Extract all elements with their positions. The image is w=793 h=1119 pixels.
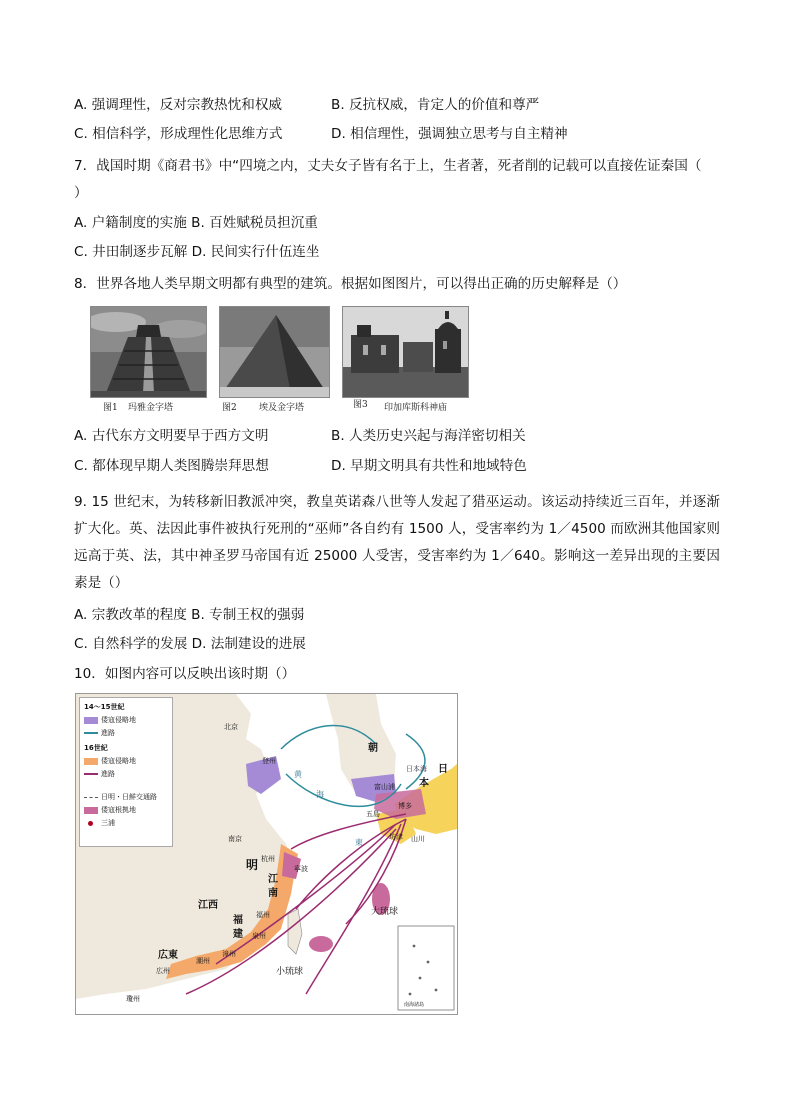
purple-arrow-icon (84, 773, 98, 775)
label-chaozhou: 潮州 (196, 957, 210, 965)
label-guangdong: 広東 (158, 950, 178, 961)
q8-stem: 8．世界各地人类早期文明都有典型的建筑。根据如图图片，可以得出正确的历史解释是（） (74, 276, 627, 292)
label-ben: 本 (419, 778, 429, 789)
label-dadaliuqiu: 大琉球 (371, 907, 399, 917)
q8-option-b: B. 人类历史兴起与海洋密切相关 (331, 428, 526, 444)
label-zhangzhou: 漳州 (222, 950, 236, 958)
map-legend (79, 697, 173, 847)
label-dong: 東 (355, 838, 363, 847)
q8-option-d: D. 早期文明具有共性和地域特色 (331, 458, 527, 474)
label-nan: 南 (268, 888, 278, 899)
legend-label: 倭寇根拠地 (101, 806, 136, 814)
legend-item-purple (84, 715, 136, 725)
inca-temple-photo (342, 306, 469, 398)
label-dengzhou: 登州 (262, 757, 276, 765)
q7-options-line2: C. 井田制逐步瓦解 D. 民间实行什伍连坐 (74, 244, 320, 260)
legend-item-teal-route (84, 728, 115, 738)
label-beijing: 北京 (224, 723, 238, 731)
legend-item-sanpo (84, 818, 115, 828)
legend-item-base (84, 805, 136, 815)
label-wudao: 五島 (366, 810, 380, 818)
fig3-caption: 印加库斯科神庙 (384, 403, 448, 413)
q7-options-line1: A. 户籍制度的实施 B. 百姓赋税员担沉重 (74, 215, 318, 231)
q9-stem: 9. 15 世纪末，为转移新旧教派冲突，教皇英诺森八世等人发起了猎巫运动。该运动持续近三百年，并逐渐扩大化。英、法因此事件被执行死刑的“巫师”各自约有 1500 人，受害率约为 1／4500 而欧洲其他国家则远高于英、法，其中神圣罗马帝国有近 25000 人受害，受害率约为 1／640。影响这一差异出现的主要因素是（） (74, 494, 720, 591)
legend-label: 倭寇侵略地 (101, 757, 136, 765)
label-boduo: 博多 (398, 802, 412, 810)
fig3-number: 图3 (353, 400, 368, 410)
red-dot-icon (88, 821, 93, 826)
orange-swatch-icon (84, 758, 98, 765)
fig2-number: 图2 (222, 403, 237, 413)
q8-option-a: A. 古代东方文明要早于西方文明 (74, 428, 269, 444)
label-fu: 福 (233, 915, 243, 926)
q6-option-b: B. 反抗权威，肯定人的价值和尊严 (331, 97, 540, 113)
label-chao: 朝 (368, 743, 378, 754)
label-hangzhou: 杭州 (261, 855, 275, 863)
legend-item-dashed-route (84, 792, 157, 802)
label-fushan: 富山浦 (374, 783, 395, 791)
label-nanjing: 南京 (228, 835, 242, 843)
q7-stem-line1: 7．战国时期《商君书》中“四境之内，丈夫女子皆有名于上，生者著，死者削的记载可以直接佐证秦国（ (74, 158, 702, 174)
hatch-swatch-icon (84, 807, 98, 814)
label-xiaoliuqiu: 小琉球 (276, 967, 304, 977)
legend-label: 進路 (101, 770, 115, 778)
q9-options-line1: A. 宗教改革的程度 B. 专制王权的强弱 (74, 607, 305, 623)
label-qiongzhou: 瓊州 (126, 995, 140, 1003)
legend-item-purple-route (84, 769, 115, 779)
label-guangzhou: 広州 (156, 967, 170, 975)
label-jian: 建 (233, 929, 243, 940)
purple-swatch-icon (84, 717, 98, 724)
legend-period-1: 14～15世紀 (84, 703, 125, 711)
teal-arrow-icon (84, 732, 98, 734)
q6-option-c: C. 相信科学，形成理性化思维方式 (74, 126, 283, 142)
label-sea-of-japan: 日本海 (406, 765, 427, 773)
label-hai: 海 (316, 790, 324, 799)
fig1-caption: 玛雅金字塔 (128, 403, 174, 413)
label-shanchuan: 山川 (411, 835, 425, 843)
q6-option-d: D. 相信理性，强调独立思考与自主精神 (331, 126, 568, 142)
legend-label: 日明・日鮮交通路 (101, 793, 157, 801)
wokou-map (75, 693, 458, 1015)
label-ming: 明 (246, 858, 259, 872)
maya-pyramid-photo (90, 306, 207, 398)
label-ri: 日 (438, 764, 448, 775)
label-jiang: 江 (268, 874, 278, 885)
label-huang: 黄 (294, 770, 302, 779)
label-fuzhou: 福州 (256, 911, 270, 919)
label-fangjin: 坊津 (389, 833, 403, 841)
q6-option-a: A. 强调理性，反对宗教热忱和权威 (74, 97, 283, 113)
dashed-line-icon (84, 797, 98, 798)
legend-label: 進路 (101, 729, 115, 737)
q9-options-line2: C. 自然科学的发展 D. 法制建设的进展 (74, 636, 306, 652)
legend-label: 三浦 (101, 819, 115, 827)
fig1-number: 图1 (103, 403, 118, 413)
label-ningbo: 寧波 (294, 865, 308, 873)
label-nanhai: 南海諸島 (404, 1002, 425, 1008)
label-quanzhou: 泉州 (252, 932, 266, 940)
fig2-caption: 埃及金字塔 (259, 403, 305, 413)
legend-period-2: 16世紀 (84, 744, 108, 752)
legend-label: 倭寇侵略地 (101, 716, 136, 724)
q10-stem: 10．如图内容可以反映出该时期（） (74, 666, 296, 682)
legend-item-orange (84, 756, 136, 766)
q8-option-c: C. 都体现早期人类图腾崇拜思想 (74, 458, 269, 474)
q7-stem-line2: ） (74, 185, 88, 201)
label-jiangxi: 江西 (198, 900, 218, 911)
egyptian-pyramid-photo (219, 306, 330, 398)
